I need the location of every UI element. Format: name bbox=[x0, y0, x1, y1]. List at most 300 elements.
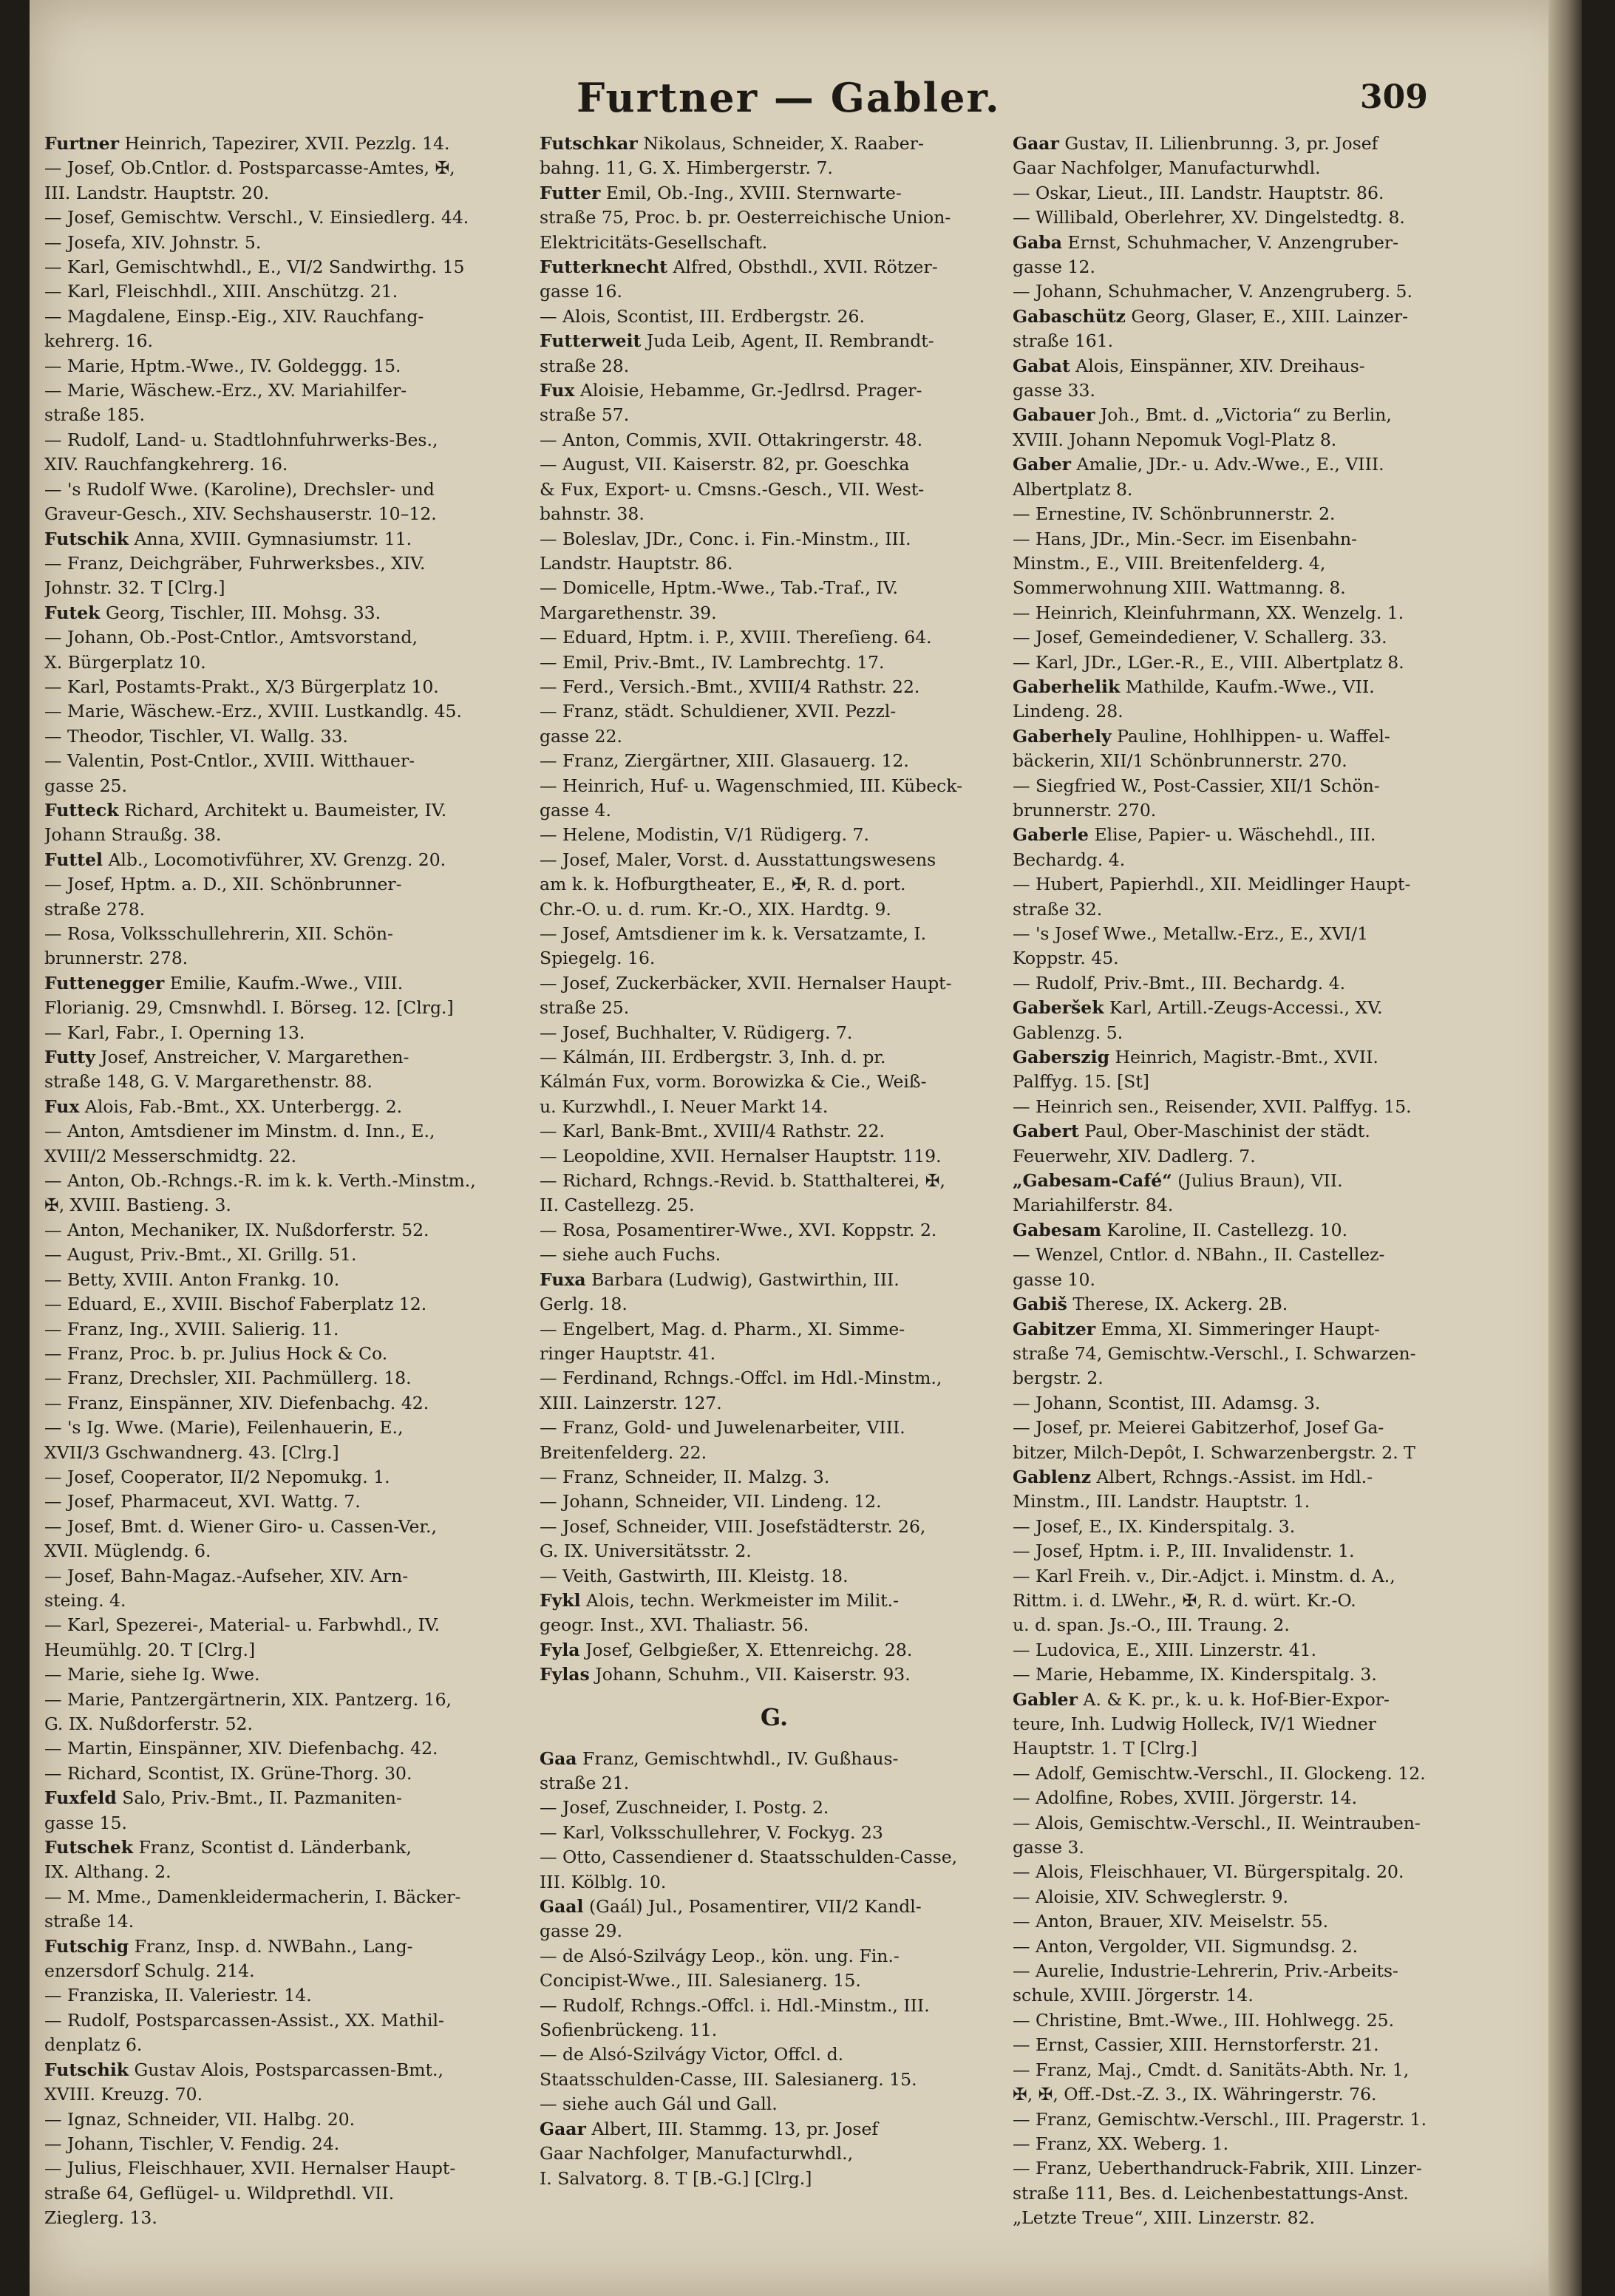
directory-entry bbox=[44, 1786, 514, 1810]
entry-details: XVIII/2 Messerschmidtg. 22. bbox=[44, 1145, 297, 1166]
entry-details: Minstm., III. Landstr. Hauptstr. 1. bbox=[1013, 1491, 1310, 1512]
entry-details: — Valentin, Post-Cntlor., XVIII. Witthauer- bbox=[44, 750, 415, 772]
directory-entry bbox=[540, 651, 1009, 675]
directory-entry bbox=[44, 2008, 514, 2033]
directory-entry bbox=[1013, 1515, 1486, 1539]
entry-details: Albert, III. Stammg. 13, pr. Josef bbox=[591, 2118, 879, 2139]
directory-entry bbox=[44, 601, 514, 625]
entry-details: III. Kölblg. 10. bbox=[540, 1871, 667, 1892]
entry-details: straße 111, Bes. d. Leichenbestattungs-Anst. bbox=[1013, 2182, 1409, 2204]
directory-entry bbox=[44, 1983, 514, 2008]
entry-details: gasse 29. bbox=[540, 1920, 622, 1942]
entry-surname: Gabaschütz bbox=[1013, 305, 1126, 327]
entry-surname: Futter bbox=[540, 182, 601, 203]
entry-details: straße 25. bbox=[540, 997, 630, 1019]
entry-details: Heinrich, Magistr.-Bmt., XVII. bbox=[1115, 1047, 1378, 1068]
entry-details: — Josef, Ob.Cntlor. d. Postsparcasse-Amtes, ✠, bbox=[44, 157, 455, 179]
entry-details: Elise, Papier- u. Wäschehdl., III. bbox=[1094, 824, 1376, 846]
directory-entry bbox=[1013, 2156, 1486, 2181]
directory-entry bbox=[1013, 1169, 1486, 1193]
directory-entry bbox=[540, 1366, 1009, 1390]
entry-details: straße 28. bbox=[540, 355, 630, 376]
entry-surname: Fylas bbox=[540, 1664, 590, 1685]
directory-entry bbox=[540, 2167, 1009, 2191]
directory-entry bbox=[1013, 749, 1486, 773]
entry-details: — Ernestine, IV. Schönbrunnerstr. 2. bbox=[1013, 503, 1336, 525]
entry-surname: Gaberle bbox=[1013, 824, 1089, 846]
entry-surname: Futschik bbox=[44, 2059, 129, 2080]
directory-entry bbox=[1013, 2181, 1486, 2206]
entry-details: — Rudolf, Priv.-Bmt., III. Bechardg. 4. bbox=[1013, 972, 1346, 994]
entry-details: straße 161. bbox=[1013, 330, 1114, 352]
entry-details: — Hans, JDr., Min.-Secr. im Eisenbahn- bbox=[1013, 528, 1358, 549]
directory-entry bbox=[1013, 478, 1486, 502]
directory-entry bbox=[44, 1441, 514, 1465]
entry-details: Koppstr. 45. bbox=[1013, 948, 1119, 969]
entry-details: — Johann, Ob.-Post-Cntlor., Amtsvorstand, bbox=[44, 627, 418, 648]
entry-details: — Franz, Maj., Cmdt. d. Sanitäts-Abth. Nr. 1, bbox=[1013, 2059, 1410, 2080]
entry-surname: Fyla bbox=[540, 1639, 580, 1660]
entry-details: — Christine, Bmt.-Wwe., III. Hohlwegg. 25. bbox=[1013, 2009, 1395, 2031]
column-1 bbox=[44, 132, 514, 2261]
entry-details: — Helene, Modistin, V/1 Rüdigerg. 7. bbox=[540, 824, 869, 846]
directory-entry bbox=[540, 1218, 1009, 1243]
entry-details: — Johann, Schuhmacher, V. Anzengruberg. 5. bbox=[1013, 281, 1412, 302]
entry-details: II. Castellezg. 25. bbox=[540, 1195, 695, 1216]
directory-entry bbox=[1013, 1885, 1486, 1909]
directory-entry bbox=[540, 354, 1009, 378]
entry-details: — Oskar, Lieut., III. Landstr. Hauptstr. 86. bbox=[1013, 182, 1384, 203]
entry-details: (Gaál) Jul., Posamentirer, VII/2 Kandl- bbox=[588, 1896, 922, 1918]
entry-details: — Marie, Hptm.-Wwe., IV. Goldeggg. 15. bbox=[44, 355, 401, 376]
directory-entry bbox=[1013, 1662, 1486, 1687]
entry-details: straße 14. bbox=[44, 1911, 135, 1932]
entry-details: straße 148, G. V. Margarethenstr. 88. bbox=[44, 1071, 373, 1093]
entry-details: Mariahilferstr. 84. bbox=[1013, 1195, 1174, 1216]
entry-details: Gaar Nachfolger, Manufacturwhdl. bbox=[1013, 157, 1321, 179]
directory-entry bbox=[44, 1589, 514, 1613]
directory-entry bbox=[1013, 1613, 1486, 1637]
directory-entry bbox=[1013, 551, 1486, 576]
directory-entry bbox=[1013, 1811, 1486, 1835]
directory-entry bbox=[44, 403, 514, 427]
directory-entry bbox=[44, 971, 514, 996]
entry-details: — Alois, Gemischtw.-Verschl., II. Weintrauben- bbox=[1013, 1812, 1421, 1833]
directory-entry bbox=[44, 1539, 514, 1563]
entry-details: Georg, Tischler, III. Mohsg. 33. bbox=[105, 602, 381, 623]
entry-details: Karoline, II. Castellezg. 10. bbox=[1106, 1219, 1348, 1240]
directory-entry bbox=[44, 996, 514, 1020]
entry-details: Barbara (Ludwig), Gastwirthin, III. bbox=[591, 1268, 900, 1290]
entry-details: — Josef, Zuckerbäcker, XVII. Hernalser Haupt- bbox=[540, 972, 952, 994]
directory-entry bbox=[1013, 206, 1486, 230]
entry-details: Gustav Alois, Postsparcassen-Bmt., bbox=[134, 2059, 443, 2080]
entry-details: — Kálmán, III. Erdbergstr. 3, Inh. d. pr. bbox=[540, 1047, 886, 1068]
entry-surname: Fuxa bbox=[540, 1268, 586, 1290]
directory-entry bbox=[44, 798, 514, 823]
entry-details: — 's Rudolf Wwe. (Karoline), Drechsler- und bbox=[44, 478, 435, 500]
entry-details: — siehe auch Fuchs. bbox=[540, 1244, 721, 1266]
entry-details: straße 21. bbox=[540, 1773, 630, 1793]
directory-entry bbox=[540, 749, 1009, 773]
directory-entry bbox=[1013, 1589, 1486, 1613]
entry-details: straße 64, Geflügel- u. Wildprethdl. VII. bbox=[44, 2182, 395, 2204]
entry-details: Feuerwehr, XIV. Dadlerg. 7. bbox=[1013, 1145, 1256, 1166]
entry-details: — Eduard, Hptm. i. P., XVIII. Thereſieng. 64. bbox=[540, 627, 932, 648]
entry-details: u. d. span. Js.-O., III. Traung. 2. bbox=[1013, 1614, 1290, 1636]
entry-details: — Franz, städt. Schuldiener, XVII. Pezzl- bbox=[540, 701, 897, 722]
entry-details: Minstm., E., VIII. Breitenfelderg. 4, bbox=[1013, 552, 1326, 574]
directory-entry bbox=[540, 1095, 1009, 1119]
directory-entry bbox=[44, 1416, 514, 1440]
directory-entry bbox=[1013, 305, 1486, 329]
entry-details: — Franz, Ziergärtner, XIII. Glasauerg. 12. bbox=[540, 750, 909, 772]
entry-details: gasse 33. bbox=[1013, 380, 1095, 401]
entry-surname: Gaberšek bbox=[1013, 997, 1104, 1019]
entry-surname: Gaber bbox=[1013, 454, 1072, 475]
directory-entry bbox=[540, 823, 1009, 847]
entry-details: — Marie, Pantzergärtnerin, XIX. Pantzerg. 16, bbox=[44, 1688, 452, 1710]
directory-entry bbox=[1013, 1119, 1486, 1144]
directory-entry bbox=[44, 1564, 514, 1589]
entry-details: — August, Priv.-Bmt., XI. Grillg. 51. bbox=[44, 1244, 357, 1266]
entry-details: — Ferdinand, Rchngs.-Offcl. im Hdl.-Minstm., bbox=[540, 1368, 942, 1389]
entry-details: — Engelbert, Mag. d. Pharm., XI. Simme- bbox=[540, 1318, 905, 1339]
directory-entry bbox=[540, 1169, 1009, 1193]
entry-details: Joh., Bmt. d. „Victoria“ zu Berlin, bbox=[1100, 404, 1392, 426]
entry-details: — Ernst, Cassier, XIII. Hernstorferstr. 21. bbox=[1013, 2034, 1379, 2056]
directory-entry bbox=[1013, 329, 1486, 353]
entry-details: — Wenzel, Cntlor. d. NBahn., II. Castellez- bbox=[1013, 1244, 1385, 1266]
directory-entry bbox=[540, 1638, 1009, 1662]
entry-details: — Johann, Tischler, V. Fendig. 24. bbox=[44, 2133, 340, 2154]
directory-entry bbox=[540, 1317, 1009, 1342]
entry-surname: Futterweit bbox=[540, 330, 642, 352]
directory-entry bbox=[540, 1994, 1009, 2018]
directory-entry bbox=[540, 428, 1009, 452]
entry-details: Alfred, Obsthdl., XVII. Rötzer- bbox=[673, 257, 938, 278]
directory-entry bbox=[1013, 1983, 1486, 2008]
directory-entry bbox=[1013, 1786, 1486, 1810]
entry-details: — Martin, Einspänner, XIV. Diefenbachg. 42. bbox=[44, 1738, 438, 1759]
entry-surname: Gabauer bbox=[1013, 404, 1095, 426]
entry-details: Anna, XVIII. Gymnasiumstr. 11. bbox=[134, 528, 412, 549]
directory-entry bbox=[44, 1218, 514, 1243]
entry-details: — Veith, Gastwirth, III. Kleistg. 18. bbox=[540, 1565, 849, 1586]
entry-details: Franz, Scontist d. Länderbank, bbox=[138, 1837, 412, 1858]
entry-details: Gablenzg. 5. bbox=[1013, 1022, 1123, 1043]
entry-details: — Heinrich, Kleinfuhrmann, XX. Wenzelg. 1. bbox=[1013, 602, 1404, 623]
directory-entry bbox=[1013, 1416, 1486, 1440]
directory-entry bbox=[44, 848, 514, 872]
entry-surname: Gabiš bbox=[1013, 1294, 1067, 1315]
entry-details: — Alois, Scontist, III. Erdbergstr. 26. bbox=[540, 305, 865, 327]
directory-entry bbox=[540, 774, 1009, 798]
entry-details: — Magdalene, Einsp.-Eig., XIV. Rauchfang- bbox=[44, 305, 424, 327]
entry-details: — Ferd., Versich.-Bmt., XVIII/4 Rathstr. 22. bbox=[540, 676, 920, 697]
entry-details: — Richard, Rchngs.-Revid. b. Statthalterei, ✠, bbox=[540, 1170, 945, 1192]
directory-entry bbox=[44, 1342, 514, 1366]
entry-details: gasse 4. bbox=[540, 799, 611, 821]
directory-entry bbox=[44, 1490, 514, 1514]
directory-entry bbox=[44, 1391, 514, 1416]
entry-details: ✠, XVIII. Bastieng. 3. bbox=[44, 1195, 231, 1216]
entry-details: straße 278. bbox=[44, 898, 146, 920]
directory-entry bbox=[44, 651, 514, 675]
directory-entry bbox=[1013, 2132, 1486, 2156]
directory-entry bbox=[540, 1243, 1009, 1267]
entry-details: — de Alsó-Szilvágy Leop., kön. ung. Fin.- bbox=[540, 1945, 900, 1966]
entry-details: — Karl, Volksschullehrer, V. Fockyg. 23 bbox=[540, 1821, 883, 1843]
directory-entry bbox=[540, 724, 1009, 749]
entry-details: Gerlg. 18. bbox=[540, 1294, 628, 1315]
directory-entry bbox=[540, 1969, 1009, 1993]
entry-details: Staatsschulden-Casse, III. Salesianerg. 15. bbox=[540, 2068, 917, 2090]
directory-entry bbox=[44, 823, 514, 847]
entry-details: — Franz, Drechsler, XII. Pachmüllerg. 18. bbox=[44, 1368, 412, 1389]
entry-details: — Josef, Gemeindediener, V. Schallerg. 33. bbox=[1013, 627, 1387, 648]
directory-entry bbox=[540, 1919, 1009, 1943]
entry-details: Franz, Gemischtwhdl., IV. Gußhaus- bbox=[582, 1748, 899, 1769]
entry-details: IX. Althang. 2. bbox=[44, 1861, 171, 1883]
directory-entry bbox=[44, 551, 514, 576]
entry-details: Heumühlg. 20. T [Clrg.] bbox=[44, 1639, 256, 1660]
entry-details: III. Landstr. Hauptstr. 20. bbox=[44, 182, 270, 203]
directory-entry bbox=[1013, 1860, 1486, 1884]
entry-details: bahnstr. 38. bbox=[540, 503, 645, 525]
entry-details: denplatz 6. bbox=[44, 2034, 143, 2056]
directory-entry bbox=[540, 1589, 1009, 1613]
directory-entry bbox=[44, 2058, 514, 2082]
directory-entry bbox=[1013, 576, 1486, 600]
entry-details: Karl, Artill.-Zeugs-Accessi., XV. bbox=[1109, 997, 1383, 1019]
directory-entry bbox=[44, 576, 514, 600]
directory-entry bbox=[1013, 2058, 1486, 2082]
entry-details: — Heinrich, Huf- u. Wagenschmied, III. Kübeck- bbox=[540, 775, 963, 796]
directory-entry bbox=[540, 1465, 1009, 1490]
entry-details: straße 75, Proc. b. pr. Oesterreichische Union- bbox=[540, 207, 951, 228]
directory-entry bbox=[44, 206, 514, 230]
entry-details: XVIII. Kreuzg. 70. bbox=[44, 2084, 203, 2105]
directory-entry bbox=[44, 2156, 514, 2181]
directory-entry bbox=[1013, 1490, 1486, 1514]
entry-details: Johann Straußg. 38. bbox=[44, 824, 222, 846]
entry-surname: Gaberhely bbox=[1013, 725, 1112, 747]
directory-entry bbox=[1013, 2033, 1486, 2057]
entry-details: — Josef, pr. Meierei Gabitzerhof, Josef Ga- bbox=[1013, 1417, 1384, 1439]
entry-details: Georg, Glaser, E., XIII. Lainzer- bbox=[1131, 305, 1409, 327]
directory-entry bbox=[1013, 922, 1486, 946]
directory-entry bbox=[1013, 1292, 1486, 1317]
entry-details: Rittm. i. d. LWehr., ✠, R. d. würt. Kr.-O. bbox=[1013, 1589, 1356, 1611]
directory-entry bbox=[1013, 1909, 1486, 1934]
directory-entry bbox=[44, 872, 514, 897]
directory-entry bbox=[1013, 502, 1486, 526]
column-3 bbox=[1013, 132, 1486, 2261]
entry-details: Florianig. 29, Cmsnwhdl. I. Börseg. 12. [Clrg.] bbox=[44, 997, 454, 1019]
directory-entry bbox=[44, 1885, 514, 1909]
entry-details: brunnerstr. 278. bbox=[44, 948, 188, 969]
directory-entry bbox=[1013, 1243, 1486, 1267]
directory-entry bbox=[1013, 1441, 1486, 1465]
entry-surname: Futtel bbox=[44, 849, 103, 870]
entry-details: teure, Inh. Ludwig Holleck, IV/1 Wiedner bbox=[1013, 1713, 1376, 1734]
entry-details: — Karl, JDr., LGer.-R., E., VIII. Albertplatz 8. bbox=[1013, 651, 1404, 673]
entry-details: gasse 3. bbox=[1013, 1837, 1084, 1858]
directory-entry bbox=[1013, 1935, 1486, 1959]
directory-entry bbox=[1013, 255, 1486, 279]
directory-entry bbox=[540, 946, 1009, 971]
directory-entry bbox=[1013, 1762, 1486, 1786]
running-title: Furtner — Gabler. bbox=[577, 74, 1001, 121]
entry-details: — Boleslav, JDr., Conc. i. Fin.-Minstm., III. bbox=[540, 528, 911, 549]
entry-surname: „Gabesam-Café“ bbox=[1013, 1170, 1172, 1192]
directory-entry bbox=[540, 1845, 1009, 1869]
directory-entry bbox=[44, 625, 514, 650]
directory-entry bbox=[1013, 1045, 1486, 1070]
entry-details: — Josef, Hptm. a. D., XII. Schönbrunner- bbox=[44, 874, 402, 895]
entry-surname: Futterknecht bbox=[540, 257, 667, 278]
entry-details: Hauptstr. 1. T [Clrg.] bbox=[1013, 1738, 1197, 1759]
directory-entry bbox=[540, 329, 1009, 353]
entry-details: — Anton, Vergolder, VII. Sigmundsg. 2. bbox=[1013, 1935, 1359, 1957]
entry-details: — Franz, Proc. b. pr. Julius Hock & Co. bbox=[44, 1342, 388, 1364]
directory-entry bbox=[1013, 774, 1486, 798]
entry-details: am k. k. Hofburgtheater, E., ✠, R. d. port. bbox=[540, 874, 906, 895]
section-letter: G. bbox=[760, 1702, 789, 1731]
entry-details: Salo, Priv.-Bmt., II. Pazmaniten- bbox=[122, 1787, 402, 1809]
directory-entry bbox=[44, 946, 514, 971]
directory-entry bbox=[1013, 1712, 1486, 1736]
directory-entry bbox=[44, 1860, 514, 1884]
directory-entry bbox=[44, 2108, 514, 2132]
entry-details: — Rosa, Volksschullehrerin, XII. Schön- bbox=[44, 923, 393, 944]
entry-details: straße 32. bbox=[1013, 898, 1103, 920]
directory-entry bbox=[44, 1021, 514, 1045]
directory-entry bbox=[540, 206, 1009, 230]
entry-details: Mathilde, Kaufm.-Wwe., VII. bbox=[1125, 676, 1375, 697]
directory-entry bbox=[44, 1688, 514, 1712]
directory-entry bbox=[44, 2033, 514, 2057]
directory-entry bbox=[1013, 452, 1486, 477]
directory-entry bbox=[540, 378, 1009, 403]
entry-details: — Josef, Cooperator, II/2 Nepomukg. 1. bbox=[44, 1466, 390, 1487]
entry-details: — Karl, Gemischtwhdl., E., VI/2 Sandwirthg. 15 bbox=[44, 257, 465, 278]
entry-details: — Josef, Schneider, VIII. Josefstädterstr. 26, bbox=[540, 1515, 926, 1537]
directory-entry bbox=[44, 132, 514, 156]
entry-details: — Richard, Scontist, IX. Grüne-Thorg. 30. bbox=[44, 1762, 412, 1784]
entry-surname: Gabitzer bbox=[1013, 1318, 1096, 1339]
directory-entry bbox=[540, 1895, 1009, 1919]
entry-details: Emil, Ob.-Ing., XVIII. Sternwarte- bbox=[605, 182, 902, 203]
directory-entry bbox=[1013, 1070, 1486, 1094]
directory-entry bbox=[44, 675, 514, 699]
entry-details: enzersdorf Schulg. 214. bbox=[44, 1960, 255, 1982]
entry-details: — Marie, Hebamme, IX. Kinderspitalg. 3. bbox=[1013, 1664, 1377, 1685]
entry-details: G. IX. Nußdorferstr. 52. bbox=[44, 1713, 253, 1734]
entry-details: — Johann, Scontist, III. Adamsg. 3. bbox=[1013, 1392, 1321, 1413]
directory-entry bbox=[44, 156, 514, 180]
entry-surname: Fux bbox=[44, 1096, 80, 1117]
entry-details: straße 57. bbox=[540, 404, 630, 426]
directory-entry bbox=[44, 478, 514, 502]
directory-entry bbox=[540, 1268, 1009, 1292]
entry-details: — Anton, Brauer, XIV. Meiselstr. 55. bbox=[1013, 1911, 1329, 1932]
directory-entry bbox=[540, 1416, 1009, 1440]
entry-details: Ernst, Schuhmacher, V. Anzengruber- bbox=[1067, 231, 1399, 253]
directory-entry bbox=[44, 699, 514, 724]
entry-surname: Gaal bbox=[540, 1896, 584, 1918]
entry-details: — Rudolf, Postsparcassen-Assist., XX. Mathil- bbox=[44, 2009, 444, 2031]
entry-details: — M. Mme., Damenkleidermacherin, I. Bäcker- bbox=[44, 1886, 461, 1907]
entry-details: Johann, Schuhm., VII. Kaiserstr. 93. bbox=[595, 1664, 911, 1685]
directory-entry bbox=[1013, 1736, 1486, 1761]
directory-entry bbox=[1013, 1095, 1486, 1119]
entry-details: — Franz, Gemischtw.-Verschl., III. Pragerstr. 1. bbox=[1013, 2108, 1427, 2130]
entry-details: steing. 4. bbox=[44, 1589, 126, 1611]
directory-entry bbox=[540, 699, 1009, 724]
entry-details: — Adolfine, Robes, XVIII. Jörgerstr. 14. bbox=[1013, 1787, 1358, 1809]
entry-surname: Futschik bbox=[44, 528, 129, 549]
entry-details: — Alois, Fleischhauer, VI. Bürgerspitalg. 20. bbox=[1013, 1861, 1404, 1883]
directory-entry bbox=[1013, 378, 1486, 403]
entry-details: — Josef, Hptm. i. P., III. Invalidenstr. 1. bbox=[1013, 1541, 1355, 1562]
entry-details: Amalie, JDr.- u. Adv.-Wwe., E., VIII. bbox=[1076, 454, 1384, 475]
entry-details: Breitenfelderg. 22. bbox=[540, 1441, 707, 1463]
directory-entry bbox=[1013, 724, 1486, 749]
entry-surname: Fykl bbox=[540, 1589, 581, 1611]
entry-details: — Franz, Ing., XVIII. Salierig. 11. bbox=[44, 1318, 339, 1339]
entry-details: — Franziska, II. Valeriestr. 14. bbox=[44, 1985, 312, 2006]
entry-details: bergstr. 2. bbox=[1013, 1368, 1104, 1389]
directory-entry bbox=[540, 255, 1009, 279]
directory-entry bbox=[1013, 156, 1486, 180]
directory-entry bbox=[540, 922, 1009, 946]
entry-details: bitzer, Milch-Depôt, I. Schwarzenbergstr. 2. T bbox=[1013, 1441, 1415, 1463]
entry-details: — Marie, siehe Ig. Wwe. bbox=[44, 1664, 260, 1685]
entry-details: — Franz, XX. Weberg. 1. bbox=[1013, 2133, 1229, 2154]
directory-entry bbox=[1013, 1688, 1486, 1712]
book-page-edge bbox=[1548, 0, 1582, 2296]
entry-details: — Marie, Wäschew.-Erz., XVIII. Lustkandlg. 45. bbox=[44, 701, 462, 722]
directory-entry bbox=[44, 1613, 514, 1637]
directory-entry bbox=[1013, 1959, 1486, 1983]
directory-entry bbox=[540, 1021, 1009, 1045]
entry-details: Gaar Nachfolger, Manufacturwhdl., bbox=[540, 2143, 854, 2164]
entry-details: — Franz, Einspänner, XIV. Diefenbachg. 42. bbox=[44, 1392, 429, 1413]
directory-entry bbox=[1013, 1144, 1486, 1169]
directory-entry bbox=[1013, 651, 1486, 675]
entry-surname: Futschek bbox=[44, 1837, 134, 1858]
directory-entry bbox=[1013, 354, 1486, 378]
directory-entry bbox=[1013, 1193, 1486, 1217]
directory-entry bbox=[1013, 996, 1486, 1020]
entry-details: Concipist-Wwe., III. Salesianerg. 15. bbox=[540, 1970, 861, 1991]
directory-entry bbox=[540, 1292, 1009, 1317]
directory-entry bbox=[44, 527, 514, 551]
entry-details: — Marie, Wäschew.-Erz., XV. Mariahilfer- bbox=[44, 380, 407, 401]
directory-entry bbox=[1013, 971, 1486, 996]
directory-entry bbox=[1013, 699, 1486, 724]
entry-details: — Franz, Ueberthandruck-Fabrik, XIII. Linzer- bbox=[1013, 2158, 1422, 2179]
entry-details: — Ludovica, E., XIII. Linzerstr. 41. bbox=[1013, 1639, 1317, 1660]
entry-surname: Gabler bbox=[1013, 1688, 1078, 1710]
entry-surname: Gaba bbox=[1013, 231, 1062, 253]
entry-surname: Gaberszig bbox=[1013, 1047, 1109, 1068]
entry-details: Heinrich, Tapezirer, XVII. Pezzlg. 14. bbox=[124, 133, 450, 154]
directory-entry bbox=[44, 724, 514, 749]
entry-surname: Gaberhelik bbox=[1013, 676, 1121, 697]
